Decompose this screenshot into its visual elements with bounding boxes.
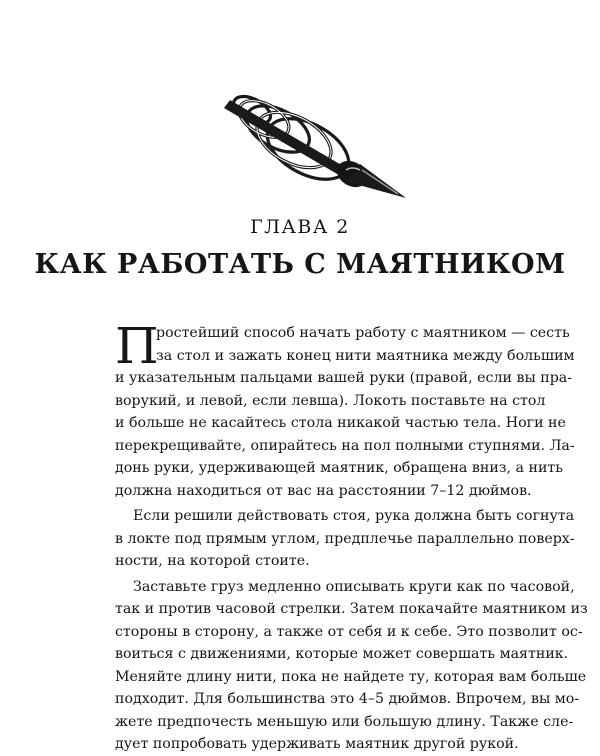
text-line: Если решили действовать стоя, рука должна быть согнута [133,508,575,524]
text-line: так и против часовой стрелки. Затем покачайте маятником из [115,601,588,617]
text-line: ростейший способ начать работу с маятником — сесть [156,325,570,341]
text-line: ности, на которой стоите. [115,553,310,569]
pendulum-spiral-icon [212,86,408,204]
text-line: стороны в сторону, а также от себя и к себе. Это позволит ос- [115,623,583,640]
paragraph-1 [115,317,575,502]
text-line: и больше не касайтесь стола никакой частью тела. Ноги не [115,415,566,431]
text-line: воиться с движениями, которые может совершать маятник. [115,646,569,662]
text-line: за стол и зажать конец нити маятника между большим [156,347,575,364]
text-line: Заставьте груз медленно описывать круги как по часовой, [133,578,575,595]
paragraph-2 [115,505,575,573]
text-line: и указательным пальцами вашей руки (правой, если вы пра- [115,370,573,386]
text-line: подходит. Для большинства это 4–5 дюймов. Впрочем, вы мо- [115,691,580,707]
text-line: в локте под прямым углом, предплечье параллельно поверх- [115,530,575,547]
body-text [115,317,588,756]
text-line: ворукий, и левой, если левша). Локоть поставьте на стол [115,392,546,409]
text-line: Меняйте длину нити, пока не найдете ту, которая вам больше [115,668,587,685]
text-line: донь руки, удерживающей маятник, обращена вниз, а нить [115,460,563,476]
text-line: дует попробовать удерживать маятник другой рукой. [115,736,519,752]
chapter-title: КАК РАБОТАТЬ С МАЯТНИКОМ [34,249,566,280]
text-line: перекрещивайте, опирайтесь на пол полными ступнями. Ла- [115,437,575,454]
drop-cap: П [115,317,159,375]
paragraph-3 [115,576,588,756]
chapter-label: ГЛАВА 2 [250,216,350,238]
text-line: должна находиться от вас на расстоянии 7–12 дюймов. [115,482,532,499]
text-line: жете предпочесть меньшую или большую длину. Также сле- [115,713,574,730]
